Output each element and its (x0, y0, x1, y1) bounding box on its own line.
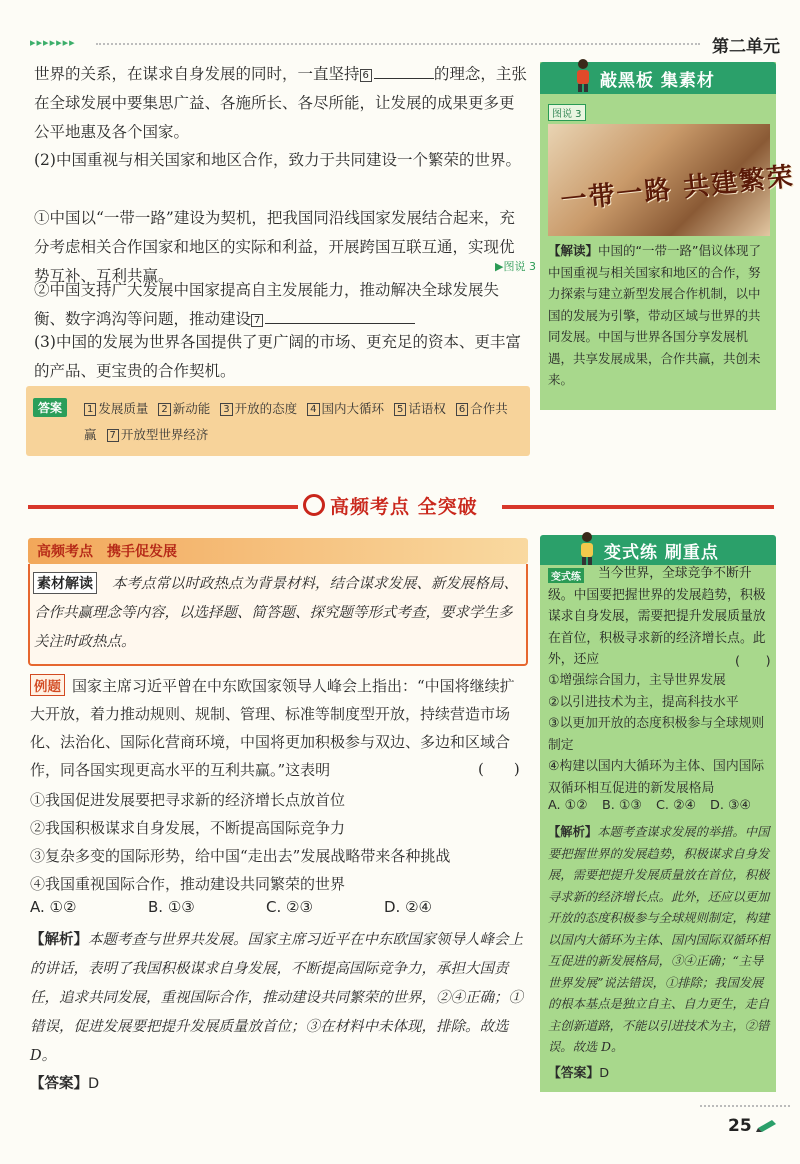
tushuo-3-reference[interactable]: ▶图说 3 (495, 260, 536, 273)
blank-6 (374, 62, 434, 79)
main-paragraph-4 (34, 276, 528, 334)
practice-analysis (548, 822, 770, 1059)
answer-item: 开放型世界经济 (120, 427, 209, 442)
section-divider-right (502, 505, 774, 509)
answer-value: D (599, 1066, 610, 1081)
practice-tag: 变式练 (548, 568, 584, 583)
practice-options (548, 670, 770, 799)
main-paragraph-1 (34, 60, 528, 147)
answer-num: 1 (84, 403, 96, 416)
tushuo-tag: 图说 3 (548, 104, 586, 121)
answer-num: 3 (220, 403, 232, 416)
sucai-label: 素材解读 (33, 572, 97, 594)
practice-choices (548, 798, 770, 813)
choice-a: A. ①② (548, 798, 588, 813)
choice-c: C. ②④ (656, 798, 697, 813)
student-figure-icon (576, 531, 598, 565)
choice-d: D. ②④ (384, 898, 432, 916)
spiral-icon (303, 494, 325, 516)
choice-d: D. ③④ (710, 798, 751, 813)
practice-title: 变式练 刷重点 (604, 543, 719, 563)
choice-b: B. ①③ (602, 798, 642, 813)
choice-a: A. ①② (30, 898, 77, 916)
analysis-body: 本题考查谋求发展的举措。中国要把握世界的发展趋势，积极谋求自身发展，需要把提升发展质量放在首位，积极寻求新的经济增长点。此外，还应以更加开放的态度积极参与全球规则制定，构建以国内大循环为主体、国内国际双循环相互促进的新发展格局，③④正确；“主导世界发展”说法错误，①排除；我国发展的根本基点是独立自主、自力更生，走自主创新道路，不能以引进技术为主，②错误。故选 D。 (548, 825, 770, 1054)
answer-label: 答案 (33, 398, 67, 417)
practice-option: ③以更加开放的态度积极参与全球规则制定 (548, 716, 765, 753)
sucai-text: 本考点常以时政热点为背景材料，结合谋求发展、新发展格局、合作共赢理念等内容，以选择题、简答题、探究题等形式考查，要求学生多关注时政热点。 (34, 576, 518, 650)
example-option: ①我国促进发展要把寻求新的经济增长点放首位 (30, 791, 346, 809)
section-divider-left (28, 505, 298, 509)
main-paragraph-5: (3)中国的发展为世界各国提供了更广阔的市场、更充足的资本、更丰富的产品、更宝贵的合作契机。 (34, 333, 521, 380)
analysis-label: 【解析】 (30, 932, 88, 948)
page-number: 25 (728, 1116, 752, 1136)
p4-text: ②中国支持广大发展中国家提高自主发展能力，推动解决全球发展失衡、数字鸿沟等问题，推动建设 (34, 281, 500, 328)
answer-label: 【答案】 (30, 1076, 88, 1092)
answer-num: 4 (307, 403, 319, 416)
example-analysis (30, 926, 528, 1071)
practice-option: ②以引进技术为主，提高科技水平 (548, 694, 739, 710)
practice-answer (548, 1062, 609, 1081)
answer-num: 2 (158, 403, 170, 416)
side-panel-top-title: 敲黑板 集素材 (600, 71, 715, 91)
choice-b: B. ①③ (148, 898, 195, 916)
example-answer (30, 1072, 99, 1093)
practice-answer-paren: ( ) (735, 654, 771, 669)
pencil-icon (756, 1118, 778, 1132)
blank-7 (265, 307, 415, 324)
example-label: 例题 (30, 674, 65, 696)
example-option: ②我国积极谋求自身发展，不断提高国际竞争力 (30, 819, 346, 837)
practice-stem: 当今世界，全球竞争不断升级。中国要把握世界的发展趋势，积极谋求自身发展，需要把提升发展质量放在首位，积极寻求新的经济增长点。此外，还应 (548, 566, 766, 667)
practice-option: ①增强综合国力，主导世界发展 (548, 673, 726, 688)
example-option: ④我国重视国际合作，推动建设共同繁荣的世界 (30, 875, 346, 893)
p1-text-a: 世界的关系，在谋求自身发展的同时，一直坚持 (34, 65, 360, 83)
main-paragraph-3: ①中国以“一带一路”建设为契机，把我国同沿线国家发展结合起来，充分考虑相关合作国家和地区的实际和利益，开展跨国互联互通，实现优势互补、互利共赢。 (34, 209, 515, 285)
answer-item: 合作共赢 (84, 401, 508, 442)
answer-value: D (88, 1076, 100, 1092)
answer-item: 发展质量 (98, 401, 149, 416)
blank-number-6: 6 (360, 69, 372, 82)
answer-label: 【答案】 (548, 1066, 600, 1081)
topic-title: 高频考点 携手促发展 (37, 544, 177, 560)
answer-item: 新动能 (172, 401, 211, 416)
answer-num: 7 (107, 429, 119, 442)
jiedu-label: 【解读】 (548, 243, 599, 258)
practice-option: ④构建以国内大循环为主体、国内国际双循环相互促进的新发展格局 (548, 759, 765, 796)
answer-num: 5 (394, 403, 406, 416)
header-divider (96, 43, 700, 45)
jiedu-body: 中国的“一带一路”倡议体现了中国重视与相关国家和地区的合作，努力探索与建立新型发展合作机制，以中国的发展为引擎，带动区域与世界的共同发展。中国与世界各国分享发展机遇，共享发展成果，合作共赢，共创未来。 (548, 243, 761, 387)
answer-item: 开放的态度 (234, 401, 298, 416)
jiedu-text (548, 240, 770, 391)
answer-num: 6 (456, 403, 468, 416)
analysis-label: 【解析】 (548, 825, 598, 839)
analysis-body: 本题考查与世界共发展。国家主席习近平在中东欧国家领导人峰会上的讲话，表明了我国积极谋求自身发展，不断提高国际竞争力，承担大国责任，追求共同发展，重视国际合作，推动建设共同繁荣的世界，②④正确；①错误，促进发展要把提升发展质量放首位；③在材料中未体现，排除。故选 D。 (30, 932, 523, 1064)
example-option: ③复杂多变的国际形势，给中国“走出去”发展战略带来各种挑战 (30, 847, 451, 865)
example-choices (30, 898, 528, 916)
photo-calligraphy: 一带一路 共建繁荣 (559, 161, 797, 217)
answer-item: 话语权 (408, 401, 446, 416)
example-stem: 国家主席习近平曾在中东欧国家领导人峰会上指出：“中国将继续扩大开放，着力推动规则、规制、管理、标准等制度型开放，持续营造市场化、法治化、国际化营商环境，中国将更加积极参与双边、多边和区域合作，同各国实现更高水平的互利共赢。”这表明 (30, 677, 515, 779)
section-title: 高频考点 全突破 (330, 496, 478, 518)
teacher-figure-icon (572, 58, 594, 92)
unit-title: 第二单元 (712, 37, 780, 57)
example-answer-paren: ( ) (478, 760, 520, 778)
answer-list (84, 396, 524, 448)
choice-c: C. ②③ (266, 898, 313, 916)
header-arrows: ▸▸▸▸▸▸▸ (30, 36, 76, 49)
blank-number-7: 7 (251, 314, 263, 327)
footer-divider (700, 1105, 790, 1107)
answer-item: 国内大循环 (321, 401, 385, 416)
p1-text-b: 的理念，主张在全球发展中要集思广益、各施所长、各尽所能，让发展的成果更多更公平地惠及各个国家。 (34, 65, 527, 141)
main-paragraph-2: (2)中国重视与相关国家和地区合作，致力于共同建设一个繁荣的世界。 (34, 151, 521, 169)
